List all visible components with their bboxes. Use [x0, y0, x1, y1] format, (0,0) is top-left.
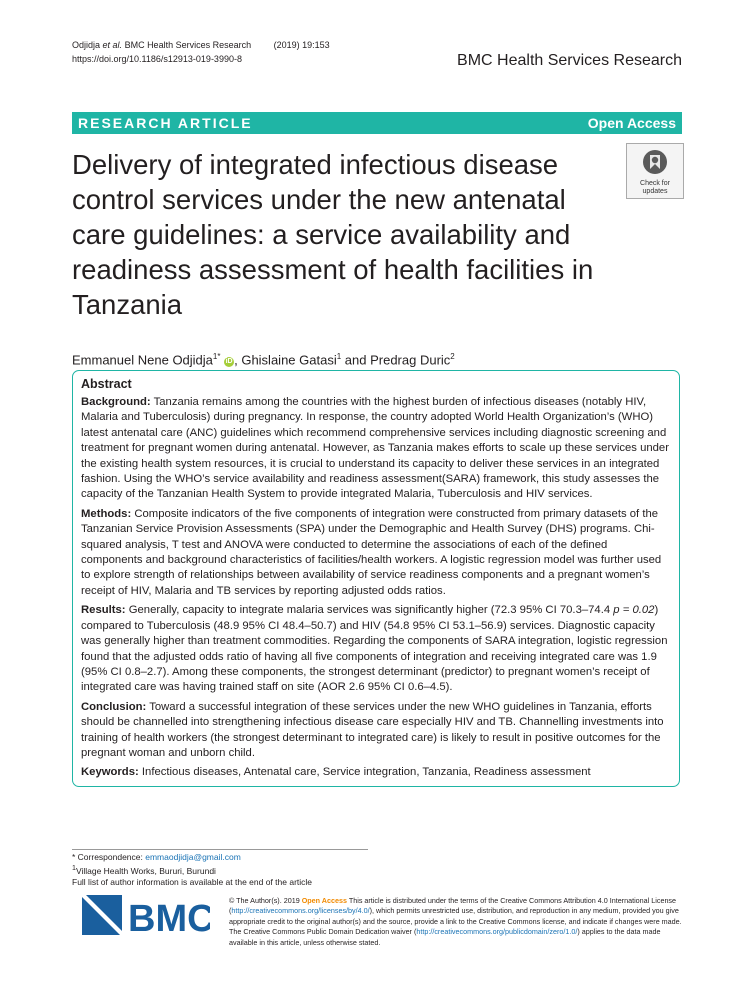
- author-separator: ,: [234, 352, 242, 368]
- results-p-value: p = 0.02: [613, 604, 655, 617]
- check-for-updates-line2: updates: [642, 188, 668, 195]
- license-cc-by-link[interactable]: http://creativecommons.org/licenses/by/4.0/: [231, 906, 370, 916]
- author-name: Predrag Duric: [370, 352, 451, 368]
- journal-name: BMC Health Services Research: [457, 52, 682, 69]
- author-affiliation-sup: 1*: [212, 352, 221, 361]
- abstract-conclusion: [81, 700, 671, 762]
- results-text: Generally, capacity to integrate malaria services was significantly higher (72.3 95% CI 70.3–74.4: [128, 604, 614, 617]
- footnote-divider: [72, 849, 368, 850]
- license-statement: [229, 896, 684, 948]
- crossmark-icon: [642, 149, 668, 175]
- affiliation-sup: 1: [72, 864, 76, 872]
- running-header: [72, 38, 330, 66]
- correspondence-line: [72, 852, 312, 863]
- affiliation-text: Village Health Works, Bururi, Burundi: [75, 865, 216, 876]
- abstract-background: [81, 395, 671, 503]
- doi-link[interactable]: https://doi.org/10.1186/s12913-019-3990-8: [72, 54, 242, 64]
- conclusion-text: Toward a successful integration of these services under the new WHO guidelines in Tanzania, efforts should be channelled into strengthening infectious disease care especially HIV and TB. Channelling investments into training of health workers (the strongest determinant to integrated care) is likely to result in positive outcomes for the pregnant woman and unborn child.: [81, 700, 664, 759]
- article-title: Delivery of integrated infectious disease control services under the new antenatal care guidelines: a service availability and readiness assessment of health facilities in Tanzania: [72, 149, 594, 320]
- check-for-updates-line1: Check for: [640, 180, 670, 187]
- author-separator: and: [341, 352, 371, 368]
- abstract-heading: Abstract: [81, 377, 132, 391]
- citation-authors: Odjidja: [72, 40, 101, 50]
- orcid-icon[interactable]: iD: [225, 358, 233, 366]
- citation-etal: et al.: [102, 40, 123, 50]
- author-name: Emmanuel Nene Odjidja: [72, 352, 213, 368]
- abstract-results: [81, 603, 671, 695]
- conclusion-label: Conclusion:: [81, 700, 147, 713]
- author-name: Ghislaine Gatasi: [241, 352, 337, 368]
- abstract-keywords: [81, 765, 671, 780]
- correspondence-email-link[interactable]: emmaodjidja@gmail.com: [145, 852, 241, 862]
- affiliation-line: [72, 863, 312, 877]
- citation-journal: BMC Health Services Research: [124, 40, 252, 50]
- citation-line: [72, 38, 330, 52]
- abstract-methods: [81, 507, 671, 599]
- author-list: [72, 352, 455, 367]
- author-affiliation-sup: 1: [336, 352, 342, 361]
- article-type-label: RESEARCH ARTICLE: [78, 115, 253, 131]
- author-info-note: Full list of author information is available at the end of the article: [72, 876, 313, 887]
- abstract-box: [72, 370, 680, 787]
- bmc-logo-text: BMC: [128, 898, 210, 939]
- methods-text: Composite indicators of the five components of integration were constructed from primary datasets of the Tanzanian Service Provision Assessments (SPA) under the Demographic and Health Survey (DHS) programs. Chi-squared analysis, T test and ANOVA were conducted to determine the associations of each of the defined components and background characteristics of facilities/health workers. A logistic regression model was further used to explore strength of relationships between availability of service readiness components and a pregnant women’s receipt of HIV, Malaria and TB services by reporting adjusted odds ratios.: [81, 507, 662, 597]
- citation-page-ref: (2019) 19:153: [273, 40, 330, 50]
- keywords-label: Keywords:: [81, 766, 139, 779]
- methods-label: Methods:: [81, 507, 132, 520]
- keywords-text: Infectious diseases, Antenatal care, Service integration, Tanzania, Readiness assessment: [141, 766, 591, 779]
- author-affiliation-sup: 2: [450, 352, 455, 361]
- bmc-logo: [80, 893, 210, 944]
- license-text-3: ) applies to the data made available in this article, unless otherwise stated.: [229, 927, 661, 947]
- open-access-label: Open Access: [587, 115, 676, 131]
- article-type-banner: [72, 112, 682, 134]
- results-text-cont: ) compared to Tuberculosis (48.9 95% CI 48.4–50.7) and HIV (54.8 95% CI 53.1–56.9) services. Diagnostic capacity was generally higher than treatment commodities. Regarding the components of SARA integration, logistic regression found that the adjusted odds ratio of having all five components of integration and receiving integrated care was 1.9 (95% CI 0.8–2.7). Among these components, the strongest determinant (predictor) to pregnant women’s receipt of integrated care was having trained staff on site (AOR 2.6 95% CI 0.6–4.5).: [81, 604, 668, 694]
- correspondence-label: * Correspondence:: [72, 852, 146, 862]
- license-open-access: Open Access: [301, 896, 347, 905]
- license-text-2: ), which permits unrestricted use, distribution, and reproduction in any medium, provided you give appropriate credit to the original author(s) and the source, provide a link to the Creative Commons license, and indicate if changes were made. The Creative Commons Public Domain Dedication waiver (: [229, 906, 682, 937]
- background-text: Tanzania remains among the countries with the highest burden of infectious diseases (notably HIV, Malaria and Tuberculosis) during pregnancy. In response, the country adopted World Health Organization’s (WHO) latest antenatal care (ANC) guidelines which recommend comprehensive services including diagnostic screening and treatment for pregnant women during antenatal. However, as Tanzania makes efforts to scale up these services under the existing health system resources, it is crucial to understand its capacity to deliver these services in an integrated fashion. Using the WHO’s service availability and readiness assessment(SARA) framework, this study assesses the capacity of the Tanzanian Health System to provide integrated Malaria, Tuberculosis and HIV services.: [81, 396, 669, 501]
- license-cc0-link[interactable]: http://creativecommons.org/publicdomain/zero/1.0/: [416, 927, 578, 937]
- footnotes: [72, 852, 312, 888]
- check-for-updates-badge[interactable]: [626, 143, 684, 199]
- results-label: Results:: [81, 604, 126, 617]
- license-text-1: This article is distributed under the terms of the Creative Commons Attribution 4.0 International License (: [229, 896, 677, 916]
- background-label: Background:: [81, 396, 151, 408]
- bmc-logo-mark-icon: [80, 893, 210, 939]
- license-copyright: © The Author(s). 2019: [229, 896, 302, 905]
